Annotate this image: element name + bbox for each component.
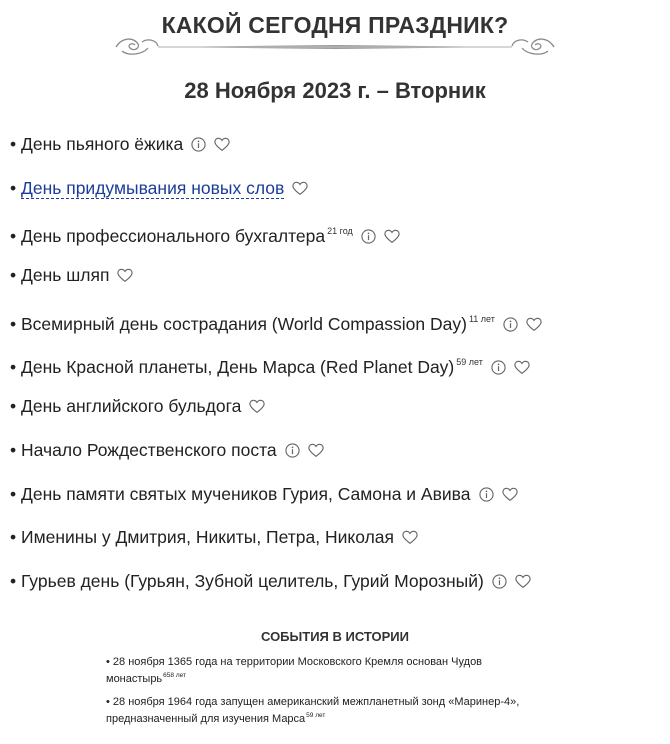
heart-outline-icon[interactable]: [502, 487, 518, 502]
heart-outline-icon[interactable]: [308, 443, 324, 458]
history-events-list: [106, 656, 536, 736]
bullet: •: [10, 134, 17, 154]
heart-outline-icon[interactable]: [526, 317, 542, 332]
bullet: •: [10, 570, 17, 591]
holiday-label: День памяти святых мучеников Гурия, Самона и Авива: [21, 483, 471, 504]
heart-outline-icon[interactable]: [292, 181, 308, 196]
holiday-label: День Красной планеты, День Марса (Red Planet Day): [21, 357, 455, 378]
heart-outline-icon[interactable]: [515, 574, 531, 589]
holiday-label: Начало Рождественского поста: [21, 439, 277, 460]
info-circle-icon[interactable]: [361, 229, 376, 244]
history-event-age: 658 лет: [163, 672, 186, 679]
info-circle-icon[interactable]: [491, 360, 506, 375]
info-circle-icon[interactable]: [479, 487, 494, 502]
holiday-label: День шляп: [21, 265, 110, 286]
heart-outline-icon[interactable]: [249, 399, 265, 414]
info-circle-icon[interactable]: [492, 574, 507, 589]
bullet: •: [10, 265, 17, 286]
bullet: •: [10, 483, 17, 504]
holiday-label: Всемирный день сострадания (World Compassion Day): [21, 313, 467, 334]
history-event-age: 59 лет: [306, 712, 326, 719]
holiday-item: [10, 523, 660, 567]
info-circle-icon[interactable]: [191, 137, 206, 152]
history-event-item: • 28 ноября 1964 года запущен американский межпланетный зонд «Маринер-4», предназначенный для изучения Марса$^{59 лет}$: [106, 696, 520, 725]
holiday-label: Именины у Дмитрия, Никиты, Петра, Николая: [21, 527, 395, 548]
holiday-item: [10, 480, 660, 524]
bullet: •: [10, 396, 17, 417]
heart-outline-icon[interactable]: [214, 137, 230, 152]
history-events-title: СОБЫТИЯ В ИСТОРИИ: [261, 629, 409, 644]
holiday-item: [10, 217, 660, 261]
bullet: •: [10, 177, 17, 198]
info-circle-icon[interactable]: [503, 317, 518, 332]
bullet: •: [10, 357, 17, 378]
holiday-label: День пьяного ёжика: [21, 134, 184, 154]
holiday-age: 59 лет: [456, 357, 483, 368]
bullet: •: [10, 439, 17, 460]
holiday-item: [10, 305, 660, 349]
holiday-label: Гурьев день (Гурьян, Зубной целитель, Гурий Морозный): [21, 570, 484, 591]
flourish-divider: [112, 34, 558, 60]
history-event-text: 28 ноября 1365 года на территории Московского Кремля основан Чудов монастырь: [106, 656, 483, 685]
holiday-item: [10, 261, 660, 305]
history-event-item: • 28 ноября 1365 года на территории Московского Кремля основан Чудов монастырь$^{658 лет}$: [106, 656, 483, 685]
holiday-item: [10, 436, 660, 480]
heart-outline-icon[interactable]: [117, 268, 133, 283]
holiday-item: [10, 348, 660, 392]
current-date: 28 Ноября 2023 г. – Вторник: [184, 78, 486, 103]
holiday-label: День английского бульдога: [21, 396, 242, 417]
page-title: КАКОЙ СЕГОДНЯ ПРАЗДНИК?: [161, 12, 509, 38]
holiday-age: 11 лет: [468, 313, 495, 324]
holiday-item: [10, 130, 660, 174]
bullet: •: [10, 527, 17, 548]
holiday-label: День профессионального бухгалтера: [21, 226, 326, 247]
holiday-list: [10, 130, 660, 611]
holiday-item: [10, 174, 660, 218]
holiday-link[interactable]: День придумывания новых слов: [21, 177, 285, 198]
heart-outline-icon[interactable]: [384, 229, 400, 244]
holiday-age: 21 год: [327, 226, 353, 237]
info-circle-icon[interactable]: [285, 443, 300, 458]
bullet: •: [10, 226, 17, 247]
heart-outline-icon[interactable]: [514, 360, 530, 375]
bullet: •: [10, 313, 17, 334]
holiday-item: [10, 392, 660, 436]
holiday-item: [10, 567, 660, 611]
heart-outline-icon[interactable]: [402, 530, 418, 545]
history-event-text: 28 ноября 1964 года запущен американский межпланетный зонд «Маринер-4», предназначенный для изучения Марса: [106, 696, 520, 725]
